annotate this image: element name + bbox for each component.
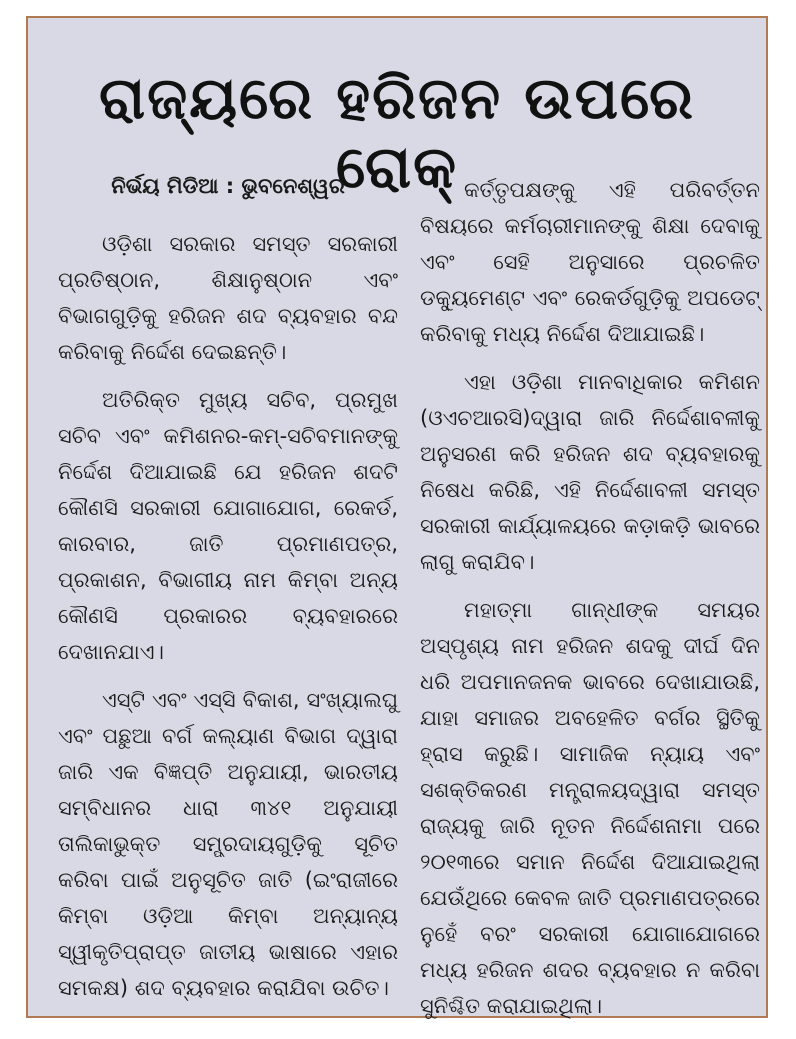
paragraph: ଏସ୍‌ଟି ଏବଂ ଏସ୍‌ସି ବିକାଶ, ସଂଖ୍ୟାଲଘୁ ଏବଂ ପଛୁଆ ବର୍ଗ କଲ୍ୟାଣ ବିଭାଗ ଦ୍ୱାରା ଜାରି ଏକ ବିଜ୍ଞପ୍ତି ଅନୁଯାୟୀ, ଭାରତୀୟ ସମ୍ବିଧାନର ଧାରା ୩୪୧ ଅନୁଯାୟୀ ତାଲିକାଭୁକ୍ତ ସମ୍ପ୍ରଦାୟଗୁଡ଼ିକୁ ସୂଚିତ କରିବା ପାଇଁ ଅନୁସୂଚିତ ଜାତି (ଇଂରାଜୀରେ କିମ୍ବା ଓଡ଼ିଆ କିମ୍ବା ଅନ୍ୟାନ୍ୟ ସ୍ୱୀକୃତିପ୍ରାପ୍ତ ଜାତୀୟ ଭାଷାରେ ଏହାର ସମକକ୍ଷ) ଶଦ ବ୍ୟବହାର କରାଯିବା ଉଚିତ।	[58, 688, 398, 1000]
paragraph: କର୍ତ୍ତୃପକ୍ଷଙ୍କୁ ଏହି ପରିବର୍ତ୍ତନ ବିଷୟରେ କର୍ମଚାରୀମାନଙ୍କୁ ଶିକ୍ଷା ଦେବାକୁ ଏବଂ ସେହି ଅନୁସାରେ ପ୍ରଚଳିତ ଡକ୍ୟୁମେଣ୍ଟ ଏବଂ ରେକର୍ଡଗୁଡ଼ିକୁ ଅପଡେଟ୍ କରିବାକୁ ମଧ୍ୟ ନିର୍ଦ୍ଦେଶ ଦିଆଯାଇଛି।	[420, 178, 760, 346]
paragraph: ଅତିରିକ୍ତ ମୁଖ୍ୟ ସଚିବ, ପ୍ରମୁଖ ସଚିବ ଏବଂ କମିଶନର-କମ୍-ସଚିବମାନଙ୍କୁ ନିର୍ଦ୍ଦେଶ ଦିଆଯାଇଛି ଯେ ହରିଜନ ଶଦଟି କୌଣସି ସରକାରୀ ଯୋଗାଯୋଗ, ରେକର୍ଡ, କାରବାର, ଜାତି ପ୍ରମାଣପତ୍ର, ପ୍ରକାଶନ, ବିଭାଗୀୟ ନାମ କିମ୍ବା ଅନ୍ୟ କୌଣସି ପ୍ରକାରର ବ୍ୟବହାରରେ ଦେଖାନଯାଏ।	[58, 388, 398, 664]
news-clipping	[26, 16, 768, 1018]
paragraph: ମହାତ୍ମା ଗାନ୍ଧୀଙ୍କ ସମୟର ଅସ୍ପୃଶ୍ୟ ନାମ ହରିଜନ ଶଦକୁ ଦୀର୍ଘ ଦିନ ଧରି ଅପମାନଜନକ ଭାବରେ ଦେଖାଯାଉଛି, ଯାହା ସମାଜର ଅବହେଳିତ ବର୍ଗର ସ୍ଥିତିକୁ ହ୍ରାସ କରୁଛି। ସାମାଜିକ ନ୍ୟାୟ ଏବଂ ସଶକ୍ତିକରଣ ମନ୍ତ୍ରାଳୟଦ୍ୱାରା ସମସ୍ତ ରାଜ୍ୟକୁ ଜାରି ନୂତନ ନିର୍ଦ୍ଦେଶନାମା ପରେ ୨୦୧୩ରେ ସମାନ ନିର୍ଦ୍ଦେଶ ଦିଆଯାଇଥିଲା ଯେଉଁଥିରେ କେବଳ ଜାତି ପ୍ରମାଣପତ୍ରରେ ନୁହେଁ ବରଂ ସରକାରୀ ଯୋଗାଯୋଗରେ ମଧ୍ୟ ହରିଜନ ଶଦର ବ୍ୟବହାର ନ କରିବା ସୁନିଶ୍ଚିତ କରାଯାଇଥିଲା।	[420, 598, 760, 1018]
paragraph: ଓଡ଼ିଶା ସରକାର ସମସ୍ତ ସରକାରୀ ପ୍ରତିଷ୍ଠାନ, ଶିକ୍ଷାନୁଷ୍ଠାନ ଏବଂ ବିଭାଗଗୁଡ଼ିକୁ ହରିଜନ ଶଦ ବ୍ୟବହାର ବନ୍ଦ କରିବାକୁ ନିର୍ଦ୍ଦେଶ ଦେଇଛନ୍ତି।	[58, 232, 398, 364]
left-column	[58, 168, 398, 1018]
right-column	[420, 172, 760, 1036]
headline: ରାଜ୍ୟରେ ହରିଜନ ଉପରେ ରୋକ୍	[99, 64, 695, 201]
byline: ନିର୍ଭୟ ମିଡିଆ : ଭୁବନେଶ୍ୱର	[111, 174, 345, 198]
paragraph: ଏହା ଓଡ଼ିଶା ମାନବାଧିକାର କମିଶନ (ଓଏଚଆରସି)ଦ୍ୱାରା ଜାରି ନିର୍ଦ୍ଦେଶାବଳୀକୁ ଅନୁସରଣ କରି ହରିଜନ ଶଦ ବ୍ୟବହାରକୁ ନିଷେଧ କରିଛି, ଏହି ନିର୍ଦ୍ଦେଶାବଳୀ ସମସ୍ତ ସରକାରୀ କାର୍ଯ୍ୟାଳୟରେ କଡ଼ାକଡ଼ି ଭାବରେ ଲାଗୁ କରାଯିବ।	[420, 370, 760, 574]
